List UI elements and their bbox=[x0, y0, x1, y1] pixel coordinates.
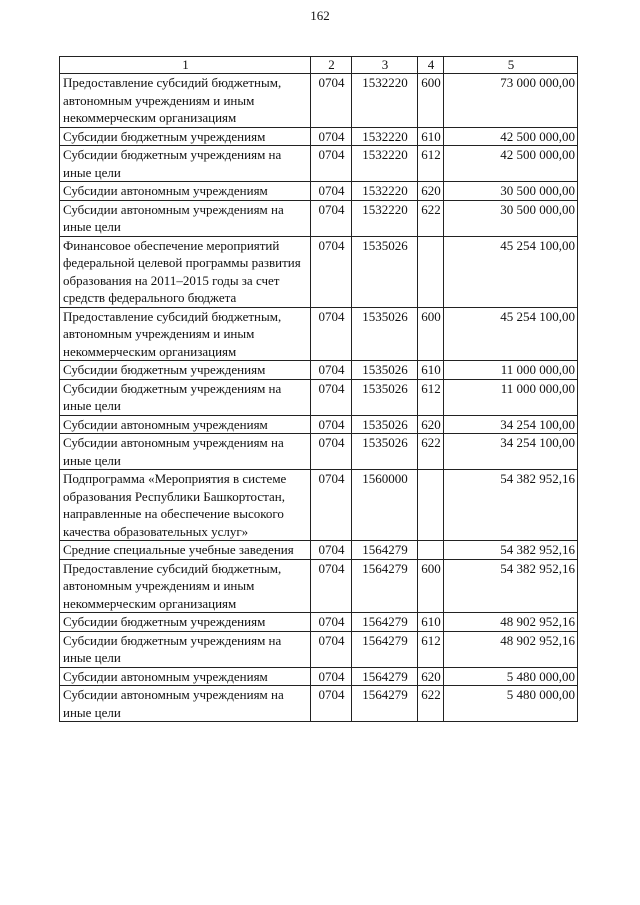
row-section: 0704 bbox=[311, 236, 352, 307]
row-name: Субсидии бюджетным учреждениям bbox=[60, 361, 311, 380]
row-section: 0704 bbox=[311, 434, 352, 470]
row-type: 622 bbox=[418, 434, 444, 470]
row-type bbox=[418, 541, 444, 560]
table-header-row bbox=[60, 57, 578, 74]
row-amount: 73 000 000,00 bbox=[444, 74, 578, 128]
row-amount: 42 500 000,00 bbox=[444, 146, 578, 182]
table-row bbox=[60, 361, 578, 380]
row-article: 1532220 bbox=[352, 200, 418, 236]
row-amount: 54 382 952,16 bbox=[444, 559, 578, 613]
row-type: 622 bbox=[418, 200, 444, 236]
row-article: 1564279 bbox=[352, 559, 418, 613]
row-section: 0704 bbox=[311, 686, 352, 722]
table-row bbox=[60, 686, 578, 722]
row-article: 1532220 bbox=[352, 74, 418, 128]
row-amount: 45 254 100,00 bbox=[444, 307, 578, 361]
header-col-3: 3 bbox=[352, 57, 418, 74]
table-row bbox=[60, 541, 578, 560]
row-type: 612 bbox=[418, 379, 444, 415]
row-name: Субсидии бюджетным учреждениям bbox=[60, 127, 311, 146]
row-amount: 42 500 000,00 bbox=[444, 127, 578, 146]
row-name: Субсидии бюджетным учреждениям bbox=[60, 613, 311, 632]
row-section: 0704 bbox=[311, 361, 352, 380]
table-row bbox=[60, 379, 578, 415]
row-name: Субсидии бюджетным учреждениям на иные цели bbox=[60, 631, 311, 667]
row-article: 1560000 bbox=[352, 470, 418, 541]
row-name: Субсидии автономным учреждениям bbox=[60, 415, 311, 434]
row-section: 0704 bbox=[311, 182, 352, 201]
row-name: Предоставление субсидий бюджетным, автономным учреждениям и иным некоммерческим организациям bbox=[60, 559, 311, 613]
table-row bbox=[60, 631, 578, 667]
header-col-2: 2 bbox=[311, 57, 352, 74]
table-row bbox=[60, 146, 578, 182]
row-article: 1535026 bbox=[352, 379, 418, 415]
row-name: Субсидии автономным учреждениям на иные цели bbox=[60, 434, 311, 470]
row-article: 1535026 bbox=[352, 236, 418, 307]
row-article: 1564279 bbox=[352, 631, 418, 667]
row-name: Предоставление субсидий бюджетным, автономным учреждениям и иным некоммерческим организациям bbox=[60, 307, 311, 361]
row-section: 0704 bbox=[311, 127, 352, 146]
row-section: 0704 bbox=[311, 631, 352, 667]
row-name: Подпрограмма «Мероприятия в системе образования Республики Башкортостан, направленные на обеспечение высокого качества образовательных услуг» bbox=[60, 470, 311, 541]
row-amount: 11 000 000,00 bbox=[444, 361, 578, 380]
row-article: 1535026 bbox=[352, 361, 418, 380]
row-name: Субсидии бюджетным учреждениям на иные цели bbox=[60, 379, 311, 415]
header-col-4: 4 bbox=[418, 57, 444, 74]
row-name: Субсидии автономным учреждениям bbox=[60, 667, 311, 686]
row-type: 612 bbox=[418, 146, 444, 182]
row-article: 1564279 bbox=[352, 541, 418, 560]
row-section: 0704 bbox=[311, 200, 352, 236]
row-section: 0704 bbox=[311, 307, 352, 361]
table-row bbox=[60, 182, 578, 201]
row-article: 1564279 bbox=[352, 613, 418, 632]
row-article: 1535026 bbox=[352, 307, 418, 361]
row-amount: 30 500 000,00 bbox=[444, 200, 578, 236]
row-section: 0704 bbox=[311, 379, 352, 415]
row-name: Финансовое обеспечение мероприятий федеральной целевой программы развития образования на 2011–2015 годы за счет средств федерального бюджета bbox=[60, 236, 311, 307]
row-article: 1564279 bbox=[352, 667, 418, 686]
row-type: 610 bbox=[418, 361, 444, 380]
table-row bbox=[60, 74, 578, 128]
table-row bbox=[60, 127, 578, 146]
row-section: 0704 bbox=[311, 470, 352, 541]
row-amount: 54 382 952,16 bbox=[444, 470, 578, 541]
row-type: 610 bbox=[418, 127, 444, 146]
table-row bbox=[60, 415, 578, 434]
row-article: 1535026 bbox=[352, 434, 418, 470]
row-name: Средние специальные учебные заведения bbox=[60, 541, 311, 560]
row-type: 620 bbox=[418, 415, 444, 434]
row-name: Субсидии автономным учреждениям на иные цели bbox=[60, 200, 311, 236]
row-section: 0704 bbox=[311, 613, 352, 632]
row-type: 600 bbox=[418, 307, 444, 361]
row-amount: 30 500 000,00 bbox=[444, 182, 578, 201]
row-type: 620 bbox=[418, 667, 444, 686]
budget-table bbox=[59, 56, 578, 722]
row-type: 612 bbox=[418, 631, 444, 667]
row-amount: 48 902 952,16 bbox=[444, 631, 578, 667]
row-name: Субсидии автономным учреждениям bbox=[60, 182, 311, 201]
row-section: 0704 bbox=[311, 667, 352, 686]
row-type: 610 bbox=[418, 613, 444, 632]
table-row bbox=[60, 559, 578, 613]
header-col-5: 5 bbox=[444, 57, 578, 74]
row-amount: 48 902 952,16 bbox=[444, 613, 578, 632]
row-type bbox=[418, 236, 444, 307]
table-row bbox=[60, 613, 578, 632]
table-row bbox=[60, 307, 578, 361]
row-amount: 54 382 952,16 bbox=[444, 541, 578, 560]
row-article: 1564279 bbox=[352, 686, 418, 722]
page-number: 162 bbox=[310, 8, 330, 23]
table-row bbox=[60, 470, 578, 541]
row-section: 0704 bbox=[311, 541, 352, 560]
row-name: Субсидии автономным учреждениям на иные цели bbox=[60, 686, 311, 722]
row-article: 1532220 bbox=[352, 146, 418, 182]
row-article: 1532220 bbox=[352, 182, 418, 201]
table-row bbox=[60, 667, 578, 686]
row-type: 600 bbox=[418, 559, 444, 613]
header-col-1: 1 bbox=[60, 57, 311, 74]
row-amount: 5 480 000,00 bbox=[444, 667, 578, 686]
row-type: 620 bbox=[418, 182, 444, 201]
row-amount: 34 254 100,00 bbox=[444, 434, 578, 470]
row-type: 600 bbox=[418, 74, 444, 128]
row-amount: 45 254 100,00 bbox=[444, 236, 578, 307]
row-section: 0704 bbox=[311, 559, 352, 613]
row-name: Субсидии бюджетным учреждениям на иные цели bbox=[60, 146, 311, 182]
row-amount: 5 480 000,00 bbox=[444, 686, 578, 722]
row-section: 0704 bbox=[311, 146, 352, 182]
row-amount: 34 254 100,00 bbox=[444, 415, 578, 434]
row-type bbox=[418, 470, 444, 541]
row-article: 1532220 bbox=[352, 127, 418, 146]
row-article: 1535026 bbox=[352, 415, 418, 434]
table-row bbox=[60, 200, 578, 236]
row-name: Предоставление субсидий бюджетным, автономным учреждениям и иным некоммерческим организациям bbox=[60, 74, 311, 128]
table-row bbox=[60, 236, 578, 307]
row-amount: 11 000 000,00 bbox=[444, 379, 578, 415]
table-row bbox=[60, 434, 578, 470]
row-section: 0704 bbox=[311, 74, 352, 128]
row-type: 622 bbox=[418, 686, 444, 722]
row-section: 0704 bbox=[311, 415, 352, 434]
